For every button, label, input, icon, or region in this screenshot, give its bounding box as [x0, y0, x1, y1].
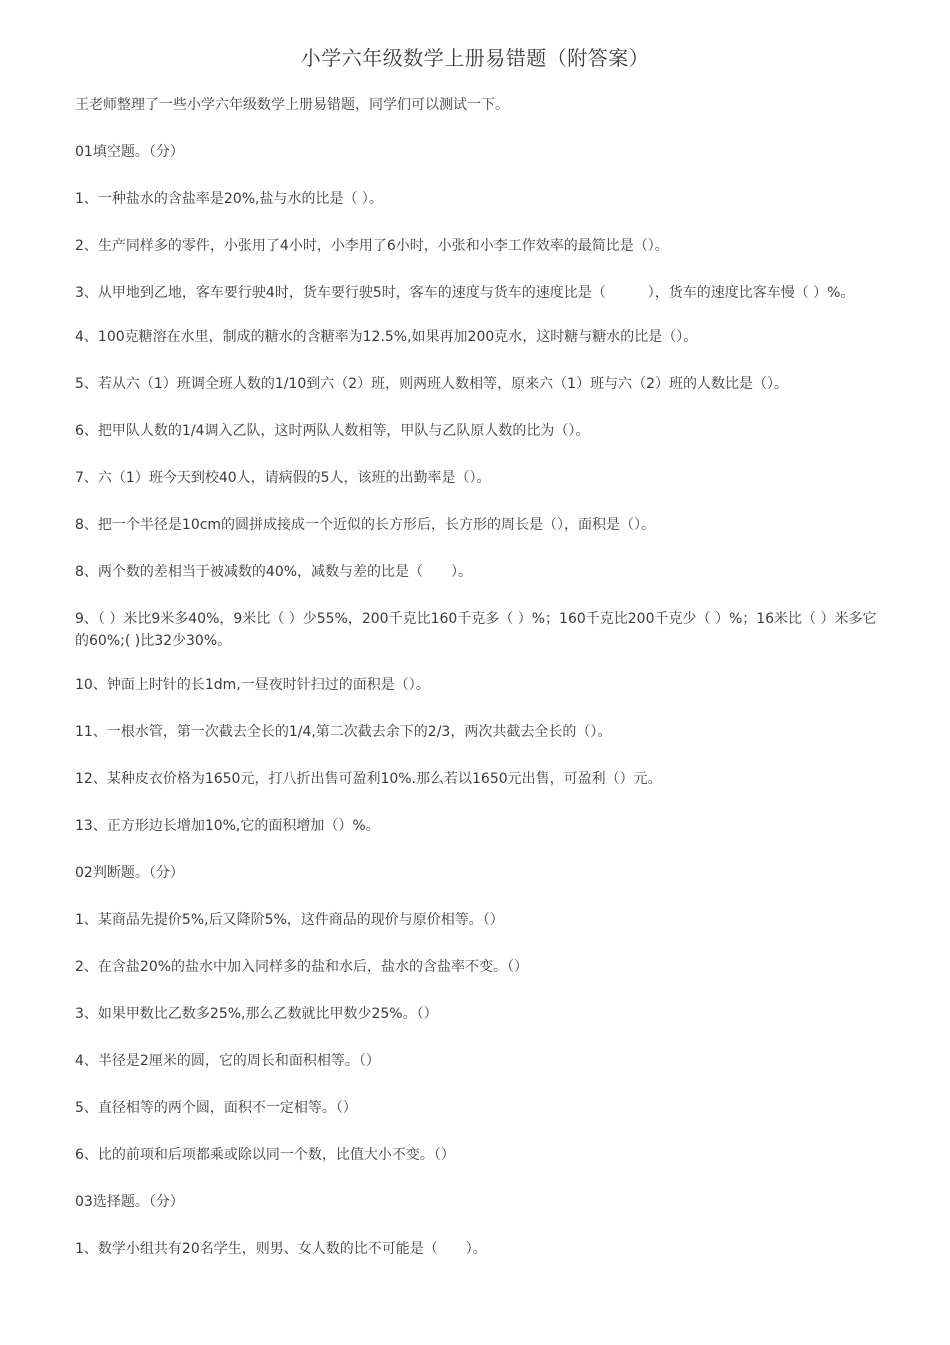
content-body	[75, 94, 885, 1260]
question-item: 1、一种盐水的含盐率是20%,盐与水的比是（ ）。	[75, 191, 383, 207]
question-item: 6、比的前项和后项都乘或除以同一个数，比值大小不变。（）	[75, 1147, 455, 1163]
question-item: 10、钟面上时针的长1dm,一昼夜时针扫过的面积是（）。	[75, 677, 430, 693]
question-item: 1、数学小组共有20名学生，则男、女人数的比不可能是（ ）。	[75, 1241, 487, 1257]
section-heading-true-false: 02判断题。（分）	[75, 865, 184, 881]
section-heading-multiple-choice: 03选择题。（分）	[75, 1194, 184, 1210]
question-item: 4、100克糖溶在水里，制成的糖水的含糖率为12.5%,如果再加200克水，这时糖与糖水的比是（）。	[75, 329, 698, 345]
question-item: 2、在含盐20%的盐水中加入同样多的盐和水后，盐水的含盐率不变。（）	[75, 959, 529, 975]
page-title: 小学六年级数学上册易错题（附答案）	[300, 46, 650, 70]
question-item: 4、半径是2厘米的圆，它的周长和面积相等。（）	[75, 1053, 380, 1069]
question-item: 11、一根水管，第一次截去全长的1/4,第二次截去余下的2/3，两次共截去全长的（）。	[75, 724, 612, 740]
question-item: 5、直径相等的两个圆，面积不一定相等。（）	[75, 1100, 357, 1116]
question-item: 3、从甲地到乙地，客车要行驶4时，货车要行驶5时，客车的速度与货车的速度比是（ ），货车的速度比客车慢（ ）%。	[75, 285, 855, 301]
question-item: 8、把一个半径是10cm的圆拼成接成一个近似的长方形后，长方形的周长是（），面积是（）。	[75, 517, 656, 533]
section-heading-fill-blank: 01填空题。（分）	[75, 144, 184, 160]
question-item: 7、六（1）班今天到校40人，请病假的5人，该班的出勤率是（）。	[75, 470, 491, 486]
question-item: 5、若从六（1）班调全班人数的1/10到六（2）班，则两班人数相等，原来六（1）班与六（2）班的人数比是（）。	[75, 376, 788, 392]
question-item: 2、生产同样多的零件，小张用了4小时，小李用了6小时，小张和小李工作效率的最简比是（）。	[75, 238, 669, 254]
intro-paragraph: 王老师整理了一些小学六年级数学上册易错题，同学们可以测试一下。	[75, 97, 509, 113]
question-item: 12、某种皮衣价格为1650元，打八折出售可盈利10%.那么若以1650元出售，可盈利（）元。	[75, 771, 662, 787]
question-item: 3、如果甲数比乙数多25%,那么乙数就比甲数少25%。（）	[75, 1006, 438, 1022]
question-item: 8、两个数的差相当于被减数的40%，减数与差的比是（ ）。	[75, 564, 473, 580]
question-item: 6、把甲队人数的1/4调入乙队，这时两队人数相等，甲队与乙队原人数的比为（）。	[75, 423, 590, 439]
question-item: 9、（ ）米比9米多40%，9米比（ ）少55%，200千克比160千克多（ ）%；160千克比200千克少（ ）%；16米比（ ）米多它的60%;( )比32少30%。	[75, 611, 877, 649]
question-item: 13、正方形边长增加10%,它的面积增加（）%。	[75, 818, 380, 834]
question-item: 1、某商品先提价5%,后又降阶5%，这件商品的现价与原价相等。（）	[75, 912, 504, 928]
